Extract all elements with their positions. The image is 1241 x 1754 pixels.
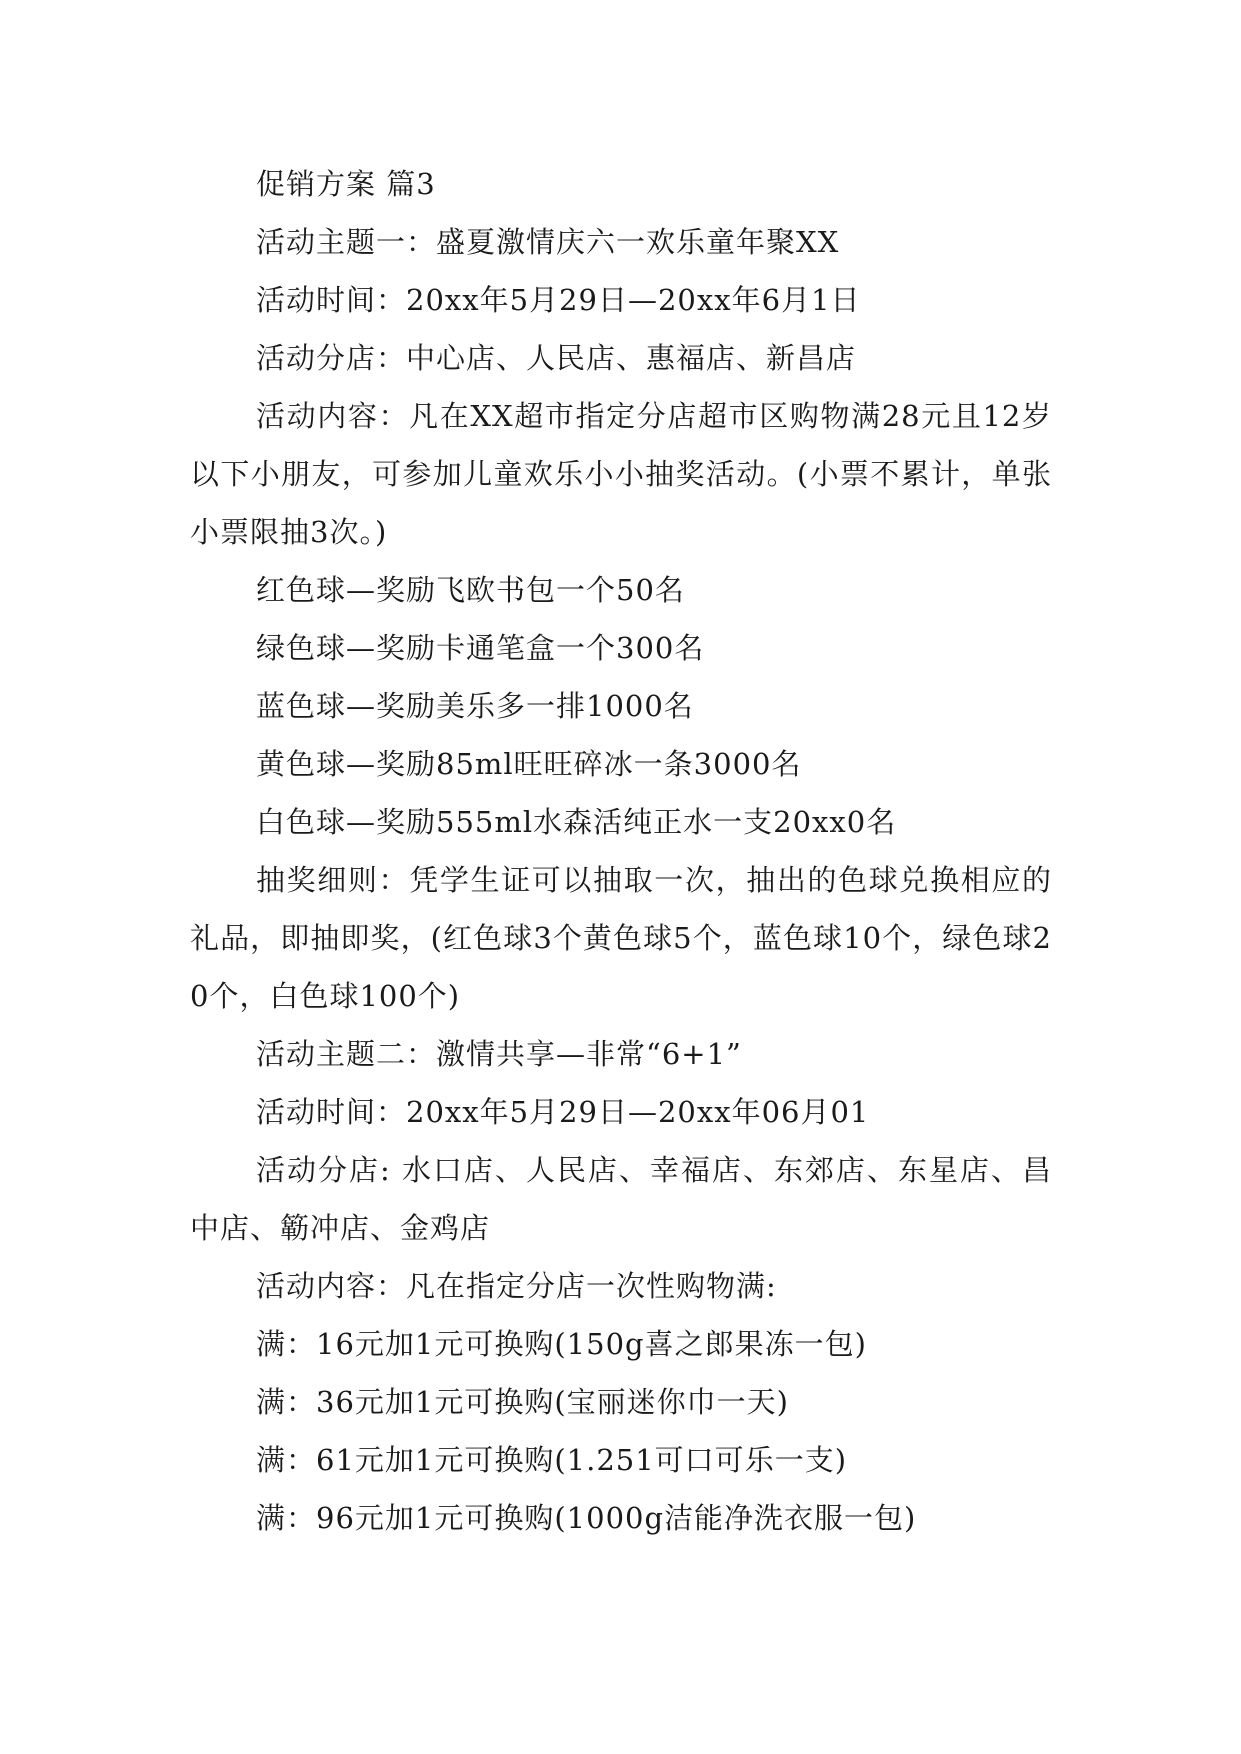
paragraph: 黄色球—奖励85ml旺旺碎冰一条3000名 [256, 747, 802, 781]
paragraph: 活动主题二：激情共享—非常“6+1” [256, 1037, 742, 1071]
paragraph: 活动分店: 水口店、人民店、幸福店、东郊店、东星店、昌中店、簕冲店、金鸡店 [190, 1153, 1052, 1245]
paragraph: 活动内容：凡在XX超市指定分店超市区购物满28元且12岁以下小朋友，可参加儿童欢乐小小抽奖活动。(小票不累计，单张小票限抽3次。) [190, 399, 1052, 549]
paragraph: 满：16元加1元可换购(150g喜之郎果冻一包) [256, 1327, 867, 1361]
paragraph: 活动内容：凡在指定分店一次性购物满: [256, 1269, 777, 1303]
paragraph: 活动分店：中心店、人民店、惠福店、新昌店 [256, 341, 857, 375]
paragraph: 满：96元加1元可换购(1000g洁能净洗衣服一包) [256, 1501, 917, 1535]
document-body [190, 155, 1052, 1547]
paragraph: 抽奖细则：凭学生证可以抽取一次，抽出的色球兑换相应的礼品，即抽即奖，(红色球3个黄色球5个，蓝色球10个，绿色球20个，白色球100个) [190, 863, 1052, 1013]
paragraph: 活动主题一：盛夏激情庆六一欢乐童年聚XX [256, 225, 840, 259]
paragraph: 蓝色球—奖励美乐多一排1000名 [256, 689, 694, 723]
paragraph: 活动时间：20xx年5月29日—20xx年06月01 [256, 1095, 870, 1129]
paragraph: 活动时间：20xx年5月29日—20xx年6月1日 [256, 283, 861, 317]
paragraph: 满：36元加1元可换购(宝丽迷你巾一天) [256, 1385, 789, 1419]
paragraph: 红色球—奖励飞欧书包一个50名 [256, 573, 685, 607]
paragraph: 绿色球—奖励卡通笔盒一个300名 [256, 631, 705, 665]
paragraph: 白色球—奖励555ml水森活纯正水一支20xx0名 [256, 805, 897, 839]
document-heading: 促销方案 篇3 [256, 167, 436, 201]
paragraph: 满：61元加1元可换购(1.251可口可乐一支) [256, 1443, 848, 1477]
